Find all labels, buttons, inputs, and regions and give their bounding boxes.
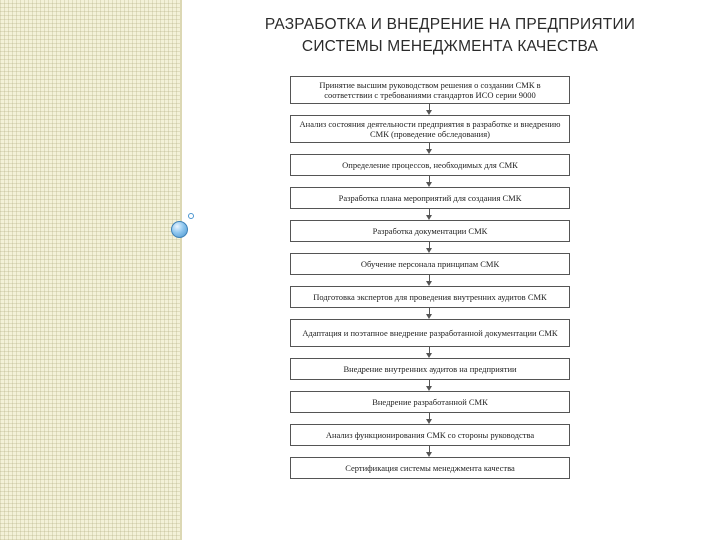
flow-step-9: Внедрение внутренних аудитов на предприятии <box>290 358 570 380</box>
flow-step-7: Подготовка экспертов для проведения внутренних аудитов СМК <box>290 286 570 308</box>
flow-step-2: Анализ состояния деятельности предприятия в разработке и внедрению СМК (проведение обследования) <box>290 115 570 143</box>
flow-step-8: Адаптация и поэтапное внедрение разработанной документации СМК <box>290 319 570 347</box>
flow-arrow <box>290 176 570 187</box>
side-panel-edge <box>180 0 182 540</box>
flow-step-5: Разработка документации СМК <box>290 220 570 242</box>
flow-arrow <box>290 104 570 115</box>
slide-title-line-2: СИСТЕМЫ МЕНЕДЖМЕНТА КАЧЕСТВА <box>301 38 599 55</box>
slide-title-line-1: РАЗРАБОТКА И ВНЕДРЕНИЕ НА ПРЕДПРИЯТИИ <box>264 16 636 33</box>
flow-step-4: Разработка плана мероприятий для создания СМК <box>290 187 570 209</box>
decorative-side-panel <box>0 0 180 540</box>
flow-arrow <box>290 143 570 154</box>
flow-step-10: Внедрение разработанной СМК <box>290 391 570 413</box>
flow-step-3: Определение процессов, необходимых для СМК <box>290 154 570 176</box>
flow-arrow <box>290 380 570 391</box>
flow-arrow <box>290 275 570 286</box>
slide-title <box>200 14 700 58</box>
flow-arrow <box>290 413 570 424</box>
flow-arrow <box>290 308 570 319</box>
flow-step-1: Принятие высшим руководством решения о создании СМК в соответствии с требованиями стандартов ИСО серии 9000 <box>290 76 570 104</box>
flow-step-6: Обучение персонала принципам СМК <box>290 253 570 275</box>
flow-arrow <box>290 242 570 253</box>
flow-step-12: Сертификация системы менеджмента качества <box>290 457 570 479</box>
flow-arrow <box>290 446 570 457</box>
flow-arrow <box>290 209 570 220</box>
flowchart <box>290 76 570 479</box>
bubble-decoration-large <box>171 221 188 238</box>
bubble-decoration-small <box>188 213 194 219</box>
flow-arrow <box>290 347 570 358</box>
flow-step-11: Анализ функционирования СМК со стороны руководства <box>290 424 570 446</box>
